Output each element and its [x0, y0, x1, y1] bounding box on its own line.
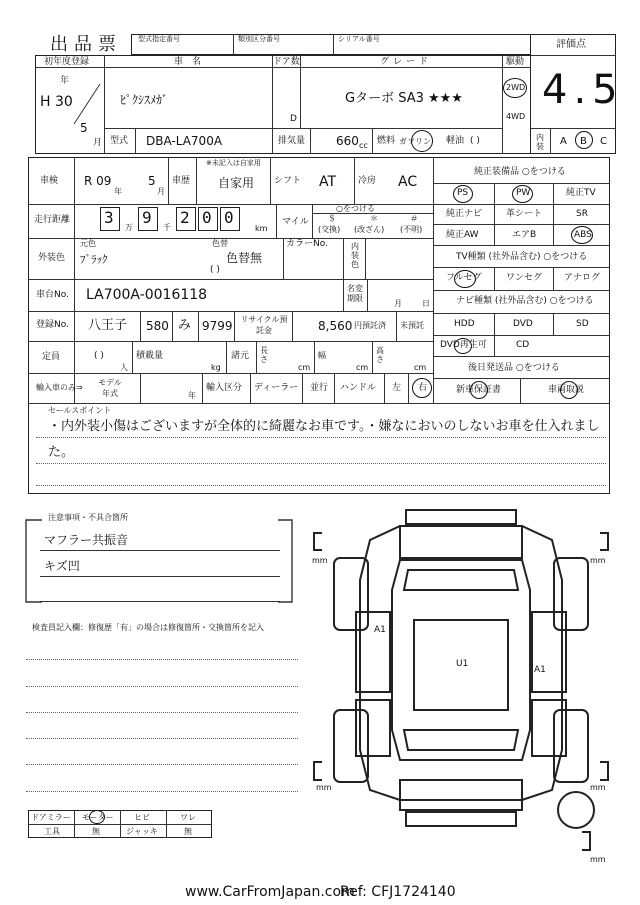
fuel-label: 燃料: [377, 136, 396, 146]
model-year-label: モデル年式: [98, 378, 122, 398]
score-label: 評価点: [556, 39, 586, 50]
mm-spare: mm: [590, 855, 606, 864]
drive-label: 駆動: [506, 57, 525, 67]
after-manual: 車両取説: [548, 385, 585, 395]
mark-exchange-sub: (交換): [318, 225, 341, 234]
color-label: 外装色: [38, 253, 66, 263]
car-name-label: 車 名: [174, 57, 202, 67]
mileage-man: 万: [125, 223, 133, 232]
chassis-value: LA700A-0016118: [86, 287, 208, 303]
grade-value: Gターボ SA3 ★★★: [345, 91, 463, 106]
equip-header: 純正装備品 ○をつける: [474, 167, 566, 177]
equip-ps: PS: [457, 188, 469, 198]
fuel-diesel: 軽油: [446, 136, 465, 146]
history-label: 車歴: [172, 176, 191, 186]
after-warranty: 新車保証書: [456, 385, 502, 395]
height-label: 高さ: [376, 346, 384, 364]
mark-tamper: ＊: [370, 214, 378, 223]
mileage-label: 走行距離: [34, 215, 71, 225]
mileage-digit-2: 9: [142, 208, 152, 227]
recycle-label: リサイクル預託金: [240, 315, 288, 335]
length-label: 長さ: [260, 346, 268, 364]
mark-unknown-sub: (不明): [400, 225, 423, 234]
mm-rl: mm: [316, 783, 332, 792]
handle-label: ハンドル: [340, 383, 377, 393]
dims-label: 諸元: [231, 351, 250, 361]
import-type-label: 輸入区分: [206, 383, 243, 393]
grade-label: グレード: [380, 57, 433, 67]
equip-abs: ABS: [574, 230, 592, 240]
parallel-option: 並行: [310, 383, 329, 393]
nav-dvd: DVD: [513, 319, 533, 329]
reg-label: 登録No.: [36, 320, 69, 330]
tools-r3: ジャッキ: [126, 827, 158, 836]
drive-4wd: 4WD: [506, 112, 526, 121]
reg-kana: み: [178, 318, 192, 333]
orig-color-label: 元色: [80, 239, 96, 248]
history-note: ※未記入は自家用: [206, 159, 261, 167]
length-unit: cm: [298, 363, 311, 372]
mm-fr: mm: [590, 556, 606, 565]
car-diagram: [300, 500, 620, 870]
height-unit: cm: [414, 363, 427, 372]
note-item-2: キズ凹: [44, 559, 80, 573]
footer-ref: Ref: CFJ1724140: [340, 884, 456, 900]
mark-a1-right: A1: [534, 665, 546, 675]
tools-r4: 無: [184, 827, 192, 836]
model-code-label: 型式指定番号: [138, 35, 180, 43]
equip-pw: PW: [516, 188, 531, 198]
equip-airbag: エアB: [512, 230, 537, 240]
color-change: 色替無: [226, 251, 263, 265]
recycle-amount: 8,560: [318, 319, 353, 333]
int-color-label: 内装色: [351, 242, 359, 269]
equip-abs-circle: [571, 226, 593, 244]
displacement-value: 660: [336, 134, 359, 148]
recycle-paid: 円預託済: [354, 321, 386, 330]
model-value: DBA-LA700A: [146, 134, 223, 148]
mileage-digit-4: 0: [202, 208, 212, 227]
load-label: 積載量: [136, 351, 164, 361]
displacement-label: 排気量: [278, 136, 306, 146]
model-label: 型式: [110, 136, 129, 146]
serial-no-label: シリアル番号: [338, 35, 380, 43]
mileage-mile: マイル: [282, 217, 309, 227]
capacity-unit: 人: [120, 363, 128, 372]
reg-class: 580: [146, 319, 169, 333]
mileage-sen: 千: [163, 223, 171, 232]
sales-label: セールスポイント: [48, 406, 112, 415]
interior-b-circle: [575, 131, 593, 149]
equip-ps-circle: [453, 185, 473, 203]
first-reg-label: 初年度登録: [44, 57, 90, 67]
shaken-year-unit: 年: [114, 187, 122, 196]
tools-h3: ヒビ: [134, 813, 150, 822]
expiry-month: 月: [394, 299, 402, 308]
first-reg-month-unit: 月: [93, 138, 103, 148]
width-label: 幅: [318, 351, 326, 360]
displacement-unit: cc: [359, 141, 368, 150]
mm-fl: mm: [312, 556, 328, 565]
nav-hdd: HDD: [454, 319, 475, 329]
mileage-digit-1: 3: [104, 208, 114, 227]
mark-u1: U1: [456, 659, 469, 669]
color-paren: ( ): [210, 265, 220, 275]
sales-line-1: ・内外装小傷はございますが全体的に綺麗なお車です。・嫌なにおいのしないお車を仕入れまし: [48, 419, 600, 434]
tv-fullseg: フルセグ: [446, 273, 482, 283]
drive-2wd: 2WD: [506, 83, 526, 92]
drive-2wd-circle: [503, 78, 527, 98]
footer-site[interactable]: www.CarFromJapan.com: [185, 884, 355, 900]
color-no-label: カラーNo.: [286, 239, 328, 249]
nav-dvd-play-circle: [454, 338, 472, 354]
tv-header: TV種類 (社外品含む) ○をつける: [456, 252, 588, 262]
expiry-day: 日: [422, 299, 430, 308]
interior-label: 内装: [536, 133, 544, 151]
code-row: [131, 34, 531, 55]
shaken-label: 車検: [40, 176, 59, 186]
fuel-gas: ガソリン: [399, 137, 431, 146]
interior-b: B: [580, 136, 587, 147]
mileage-digit-5: 0: [224, 208, 234, 227]
reg-num: 9799: [202, 319, 233, 333]
load-unit: kg: [211, 363, 221, 372]
mark-header: ○をつける: [336, 204, 375, 213]
mark-tamper-sub: (改ざん): [354, 225, 385, 234]
after-warranty-circle: [470, 381, 488, 399]
expiry-label: 名変期限: [347, 284, 363, 303]
handle-right: 右: [418, 383, 428, 393]
width-unit: cm: [356, 363, 369, 372]
chassis-label: 車台No.: [36, 290, 69, 300]
sales-line-2: た。: [48, 445, 75, 460]
first-reg-year-unit: 年: [60, 76, 70, 86]
tools-r2: 無: [92, 827, 100, 836]
equip-leather: 革シート: [506, 209, 543, 219]
dealer-option: ディーラー: [254, 383, 299, 393]
recycle-unpaid: 未預託: [400, 321, 424, 330]
doors-label: ドア数: [273, 57, 300, 67]
fuel-gas-circle: [411, 130, 433, 152]
note-item-1: マフラー共振音: [44, 533, 129, 547]
nav-dvd-play: DVD再生可: [440, 340, 487, 350]
nav-sd: SD: [576, 319, 589, 329]
nav-header: ナビ種類 (社外品含む) ○をつける: [456, 296, 594, 306]
model-year-unit: 年: [188, 391, 196, 400]
mark-a1-left: A1: [374, 625, 386, 635]
orig-color: ﾌﾞﾗｯｸ: [80, 253, 108, 266]
tv-oneseg: ワンセグ: [506, 273, 543, 283]
color-change-label: 色替: [212, 239, 228, 248]
interior-a: A: [560, 136, 567, 147]
handle-left: 左: [392, 383, 402, 393]
score-value: 4.5: [542, 67, 624, 113]
shaken-month-unit: 月: [157, 187, 165, 196]
fuel-paren: ( ): [470, 136, 480, 146]
equip-tv: 純正TV: [566, 188, 596, 198]
mileage-digit-3: 2: [180, 208, 190, 227]
after-manual-circle: [560, 381, 578, 399]
notes-label: 注意事項・不具合箇所: [48, 513, 128, 522]
tv-analog: アナログ: [564, 273, 601, 283]
shaken-year: R 09: [84, 174, 112, 188]
class-no-label: 類別区分番号: [238, 35, 280, 43]
after-header: 後日発送品 ○をつける: [468, 363, 560, 373]
mm-rr: mm: [590, 783, 606, 792]
equip-nav: 純正ナビ: [446, 209, 483, 219]
sheet-title: 出品票: [50, 34, 122, 55]
motor-circle: [89, 810, 105, 824]
shift-value: AT: [319, 174, 337, 190]
inspector-label: 検査員記入欄：修復歴「有」の場合は修復箇所・交換箇所を記入: [32, 623, 264, 632]
tools-h4: ワレ: [180, 813, 196, 822]
equip-pw-circle: [512, 185, 533, 203]
reg-area: 八王子: [88, 318, 128, 333]
equip-sr: SR: [576, 209, 588, 219]
mileage-km: km: [255, 224, 268, 233]
tools-h1: ドアミラー: [31, 813, 71, 822]
mark-exchange: ＄: [328, 214, 336, 223]
aircon-label: 冷房: [358, 176, 377, 186]
car-name: ﾋﾟｸｼｽﾒｶﾞ: [120, 93, 169, 107]
aircon-value: AC: [398, 174, 418, 190]
import-label: 輸入車のみ⇒: [36, 383, 83, 392]
capacity-label: 定員: [42, 352, 61, 362]
equip-aw: 純正AW: [446, 230, 479, 240]
shaken-month: 5: [148, 174, 156, 188]
nav-cd: CD: [516, 340, 530, 350]
tools-r1: 工具: [44, 827, 60, 836]
first-reg-year: H 30: [40, 94, 73, 110]
mark-unknown: ＃: [410, 214, 418, 223]
shift-label: シフト: [274, 176, 302, 186]
capacity-paren: ( ): [94, 351, 104, 361]
interior-c: C: [600, 136, 607, 147]
tools-h2: モーター: [82, 813, 114, 822]
history-value: 自家用: [218, 176, 255, 190]
handle-right-circle: [412, 378, 432, 398]
doors-value: D: [290, 114, 297, 124]
tv-fullseg-circle: [454, 270, 476, 288]
first-reg-month: 5: [80, 121, 88, 135]
